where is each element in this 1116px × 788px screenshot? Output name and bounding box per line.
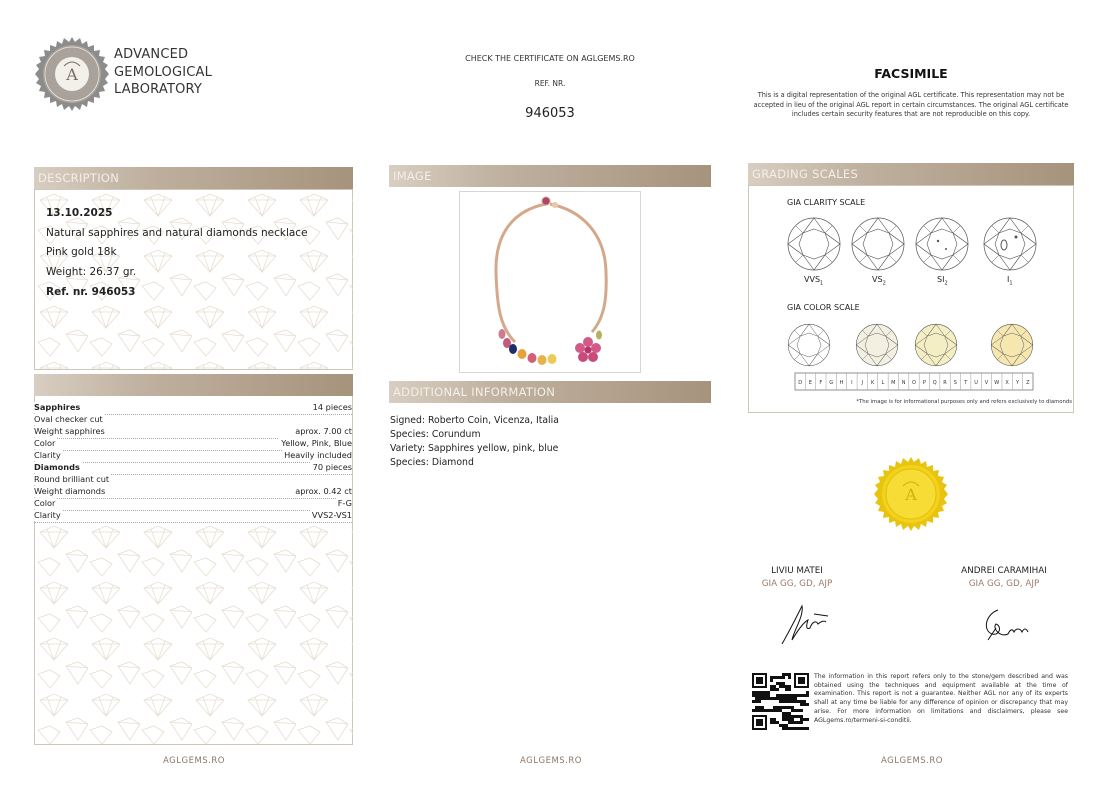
background-pattern bbox=[36, 522, 353, 744]
color-grade-letter: F bbox=[819, 380, 823, 386]
clarity-label-sub: 1 bbox=[1009, 280, 1013, 287]
qr-code[interactable] bbox=[752, 673, 809, 730]
grading-header: GRADING SCALES bbox=[748, 163, 1074, 185]
facsimile-title: FACSIMILE bbox=[874, 66, 948, 81]
spec-label: Color bbox=[34, 498, 56, 508]
color-grade-letter: S bbox=[953, 380, 957, 386]
description-item: Natural sapphires and natural diamonds necklace bbox=[46, 227, 308, 239]
gold-seal bbox=[873, 456, 949, 532]
signer-credentials: GIA GG, GD, AJP bbox=[761, 579, 833, 589]
footer-website[interactable]: AGLGEMS.RO bbox=[881, 756, 943, 766]
signer-name: LIVIU MATEI bbox=[771, 566, 823, 576]
clarity-label-vvs bbox=[804, 275, 823, 287]
footer-website[interactable]: AGLGEMS.RO bbox=[163, 756, 225, 766]
lab-name-line2: GEMOLOGICAL bbox=[114, 64, 213, 80]
spec-value: Heavily included bbox=[284, 450, 352, 460]
signer-name: ANDREI CARAMIHAI bbox=[961, 566, 1047, 576]
disclaimer-text: The information in this report refers only to the stone/gem described and was obtained using the techniques and equipment available at the time of examination. This report is not a guarantee. Neither AGL nor any of its experts shall at any time be liable for any difference of opinion or discrepancy that may arise. For more information on limitations and disclaimers, please see AGLgems.ro/termeni-si-conditii. bbox=[814, 673, 1068, 724]
additional-line: Signed: Roberto Coin, Vicenza, Italia bbox=[390, 415, 559, 426]
spec-value: Yellow, Pink, Blue bbox=[281, 438, 352, 448]
clarity-diamond-vvs1 bbox=[788, 218, 840, 270]
spec-label: Color bbox=[34, 438, 56, 448]
color-grade-letter: D bbox=[798, 380, 803, 386]
lab-name bbox=[114, 46, 212, 99]
clarity-diamond-si2 bbox=[916, 218, 968, 270]
check-certificate-text: CHECK THE CERTIFICATE ON AGLGEMS.RO bbox=[465, 54, 635, 63]
clarity-label-text: VVS bbox=[804, 275, 821, 284]
spec-label: Diamonds bbox=[34, 462, 80, 472]
clarity-label-sub: 2 bbox=[882, 280, 886, 287]
clarity-label-text: I bbox=[1007, 275, 1010, 284]
color-grade-letter: T bbox=[964, 380, 968, 386]
description-ref: Ref. nr. 946053 bbox=[46, 286, 136, 298]
additional-line: Variety: Sapphires yellow, pink, blue bbox=[390, 443, 559, 454]
color-grade-letter: Z bbox=[1026, 380, 1030, 386]
spec-label: Weight diamonds bbox=[34, 486, 106, 496]
color-grade-letter: O bbox=[912, 380, 916, 386]
additional-info-header: ADDITIONAL INFORMATION bbox=[389, 381, 711, 403]
specs-header bbox=[34, 374, 353, 396]
clarity-label-si bbox=[937, 275, 948, 287]
spec-value: 70 pieces bbox=[312, 462, 352, 472]
description-weight: Weight: 26.37 gr. bbox=[46, 266, 137, 278]
spec-label: Weight sapphires bbox=[34, 426, 105, 436]
color-grade-letter: L bbox=[881, 380, 885, 386]
clarity-label-sub: 2 bbox=[944, 280, 948, 287]
color-grade-letter: Y bbox=[1015, 380, 1020, 386]
clarity-scale-title: GIA CLARITY SCALE bbox=[787, 198, 866, 207]
clarity-diamond-vs2 bbox=[852, 218, 904, 270]
lab-name-line3: LABORATORY bbox=[114, 82, 203, 97]
spec-value: aprox. 7.00 ct bbox=[295, 426, 352, 436]
necklace-photo bbox=[459, 191, 641, 373]
spec-label: Oval checker cut bbox=[34, 414, 103, 424]
spec-label: Clarity bbox=[34, 510, 61, 520]
image-header: IMAGE bbox=[389, 165, 711, 187]
color-grade-letter: P bbox=[922, 380, 926, 386]
additional-line: Species: Corundum bbox=[390, 429, 481, 440]
spec-label: Sapphires bbox=[34, 402, 81, 412]
color-grade-letter: N bbox=[901, 380, 906, 386]
ref-nr-label: REF. NR. bbox=[534, 79, 566, 88]
clarity-labels bbox=[748, 271, 1074, 291]
color-grade-letter: U bbox=[974, 380, 978, 386]
spec-value: aprox. 0.42 ct bbox=[295, 486, 352, 496]
color-grade-letter: H bbox=[839, 380, 844, 386]
agl-seal-logo bbox=[34, 36, 110, 112]
additional-line: Species: Diamond bbox=[390, 457, 474, 468]
ref-nr-value: 946053 bbox=[525, 106, 575, 121]
color-grade-letter: Q bbox=[932, 380, 937, 386]
description-date: 13.10.2025 bbox=[46, 207, 113, 219]
svg-text:A: A bbox=[905, 485, 917, 504]
signature-image bbox=[978, 604, 1030, 644]
lab-name-line1: ADVANCED bbox=[114, 47, 189, 62]
facsimile-notice: This is a digital representation of the original AGL certificate. This representation may not be accepted in lieu of the original AGL report in certain circumstances. The original AGL certificate includes certain security features that are not reproducible on this copy. bbox=[753, 91, 1069, 119]
signer-credentials: GIA GG, GD, AJP bbox=[968, 579, 1040, 589]
grading-note: *The image is for informational purposes only and refers exclusively to diamonds bbox=[856, 399, 1072, 405]
clarity-label-sub: 1 bbox=[820, 280, 824, 287]
clarity-label-vs bbox=[872, 275, 886, 287]
footer-website[interactable]: AGLGEMS.RO bbox=[520, 756, 582, 766]
color-grade-letter: G bbox=[829, 380, 834, 386]
spec-value: F-G bbox=[337, 498, 352, 508]
spec-label: Clarity bbox=[34, 450, 61, 460]
color-grade-letter: E bbox=[808, 380, 813, 386]
color-grade-letter: K bbox=[870, 380, 875, 386]
svg-text:A: A bbox=[66, 65, 78, 84]
clarity-label-text: SI bbox=[937, 275, 945, 284]
clarity-label-i bbox=[1007, 275, 1013, 287]
spec-row bbox=[34, 414, 352, 426]
description-metal: Pink gold 18k bbox=[46, 246, 117, 258]
signature-image bbox=[776, 600, 836, 648]
color-grade-letter: W bbox=[994, 380, 1000, 386]
spec-row bbox=[34, 474, 352, 486]
color-grade-letter: I bbox=[851, 380, 853, 386]
clarity-label-text: VS bbox=[872, 275, 883, 284]
spec-label: Round brilliant cut bbox=[34, 474, 110, 484]
color-scale-title: GIA COLOR SCALE bbox=[787, 303, 860, 312]
color-grade-letter: J bbox=[861, 380, 864, 386]
grading-illustrations bbox=[748, 185, 1074, 413]
clarity-diamond-i1 bbox=[984, 218, 1036, 270]
description-header: DESCRIPTION bbox=[34, 167, 353, 189]
spec-value: 14 pieces bbox=[312, 402, 352, 412]
color-grade-letter: M bbox=[891, 380, 896, 386]
spec-value: VVS2-VS1 bbox=[311, 510, 352, 520]
color-grade-letter: V bbox=[984, 380, 989, 386]
spec-row bbox=[34, 510, 352, 523]
color-grade-letter: X bbox=[1005, 380, 1009, 386]
color-grade-letter: R bbox=[943, 380, 947, 386]
